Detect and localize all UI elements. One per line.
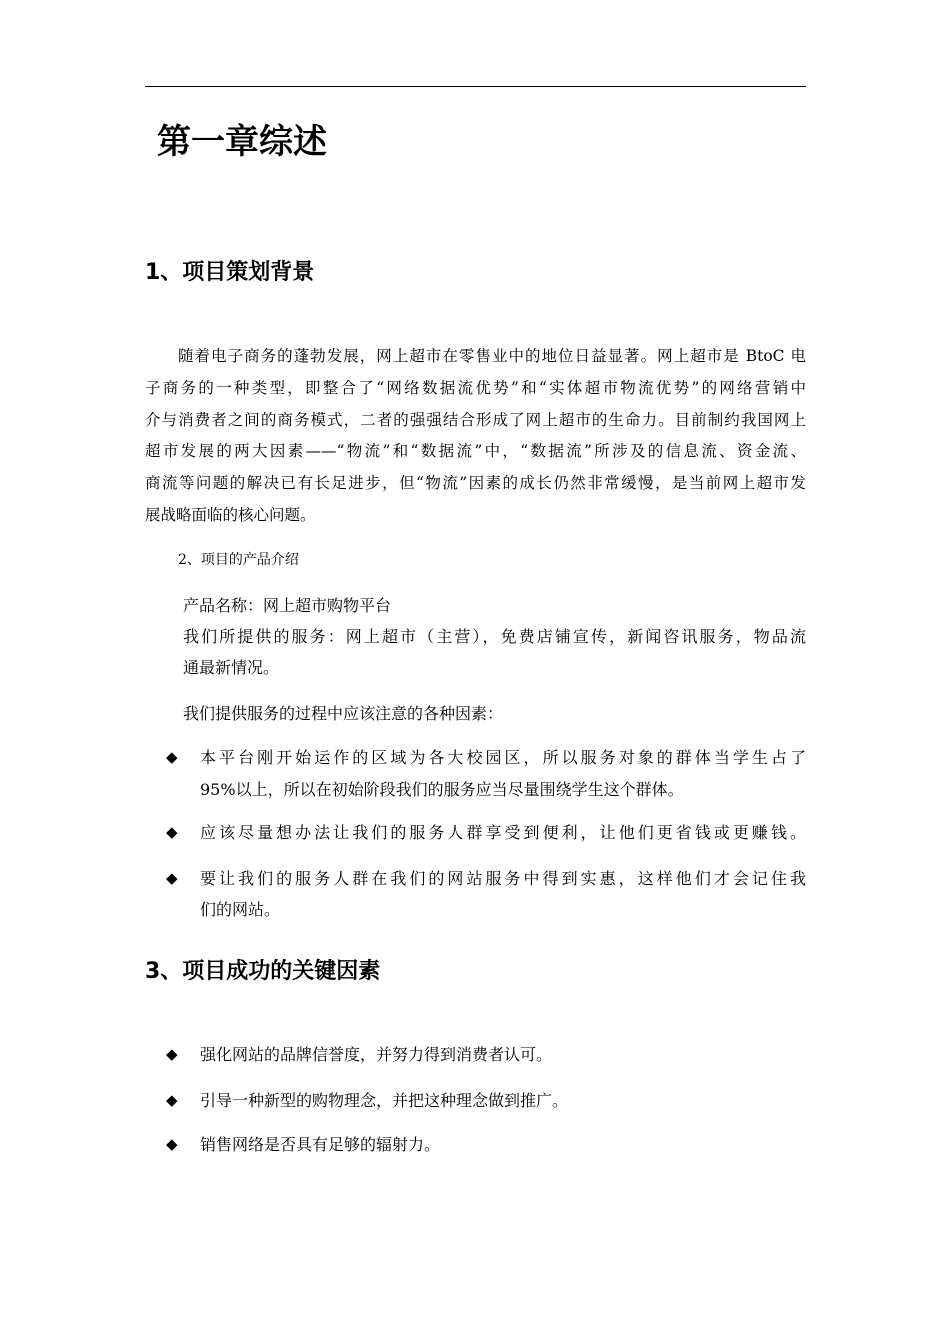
section-heading-product: 2、项目的产品介绍 bbox=[178, 552, 299, 568]
header-rule bbox=[145, 86, 806, 87]
list-item-line: 95%以上，所以在初始阶段我们的服务应当尽量围绕学生这个群体。 bbox=[200, 780, 684, 799]
services-line: 通最新情况。 bbox=[183, 658, 280, 677]
diamond-bullet-icon: ◆ bbox=[166, 869, 178, 887]
section-heading-background: 1、项目策划背景 bbox=[145, 260, 315, 285]
diamond-bullet-icon: ◆ bbox=[166, 748, 178, 766]
list-item-line: 们的网站。 bbox=[200, 900, 281, 919]
paragraph-line: 介与消费者之间的商务模式，二者的强强结合形成了网上超市的生命力。目前制约我国网上 bbox=[145, 411, 806, 429]
product-name: 产品名称：网上超市购物平台 bbox=[183, 596, 392, 615]
list-item: 强化网站的品牌信誉度，并努力得到消费者认可。 bbox=[200, 1045, 553, 1064]
diamond-bullet-icon: ◆ bbox=[166, 1135, 178, 1153]
services-line: 我们所提供的服务：网上超市（主营），免费店铺宣传，新闻咨讯服务，物品流 bbox=[183, 627, 806, 646]
factors-intro: 我们提供服务的过程中应该注意的各种因素： bbox=[183, 704, 504, 723]
paragraph-line: 展战略面临的核心问题。 bbox=[145, 506, 316, 524]
diamond-bullet-icon: ◆ bbox=[166, 1045, 178, 1063]
paragraph-line: 超市发展的两大因素——“物流”和“数据流”中，“数据流”所涉及的信息流、资金流、 bbox=[145, 442, 806, 460]
list-item-line: 要让我们的服务人群在我们的网站服务中得到实惠，这样他们才会记住我 bbox=[200, 869, 806, 888]
list-item-line: 本平台刚开始运作的区域为各大校园区，所以服务对象的群体当学生占了 bbox=[200, 748, 806, 767]
list-item: 引导一种新型的购物理念，并把这种理念做到推广。 bbox=[200, 1091, 569, 1110]
diamond-bullet-icon: ◆ bbox=[166, 1091, 178, 1109]
list-item-line: 应该尽量想办法让我们的服务人群享受到便利，让他们更省钱或更赚钱。 bbox=[200, 823, 806, 842]
section-heading-key-factors: 3、项目成功的关键因素 bbox=[145, 959, 381, 984]
paragraph-line: 随着电子商务的蓬勃发展，网上超市在零售业中的地位日益显著。网上超市是 BtoC 电 bbox=[178, 347, 806, 365]
paragraph-line: 商流等问题的解决已有长足进步，但“物流”因素的成长仍然非常缓慢，是当前网上超市发 bbox=[145, 474, 806, 492]
chapter-title: 第一章综述 bbox=[157, 122, 327, 162]
paragraph-line: 子商务的一种类型，即整合了“网络数据流优势”和“实体超市物流优势”的网络营销中 bbox=[145, 379, 806, 397]
diamond-bullet-icon: ◆ bbox=[166, 823, 178, 841]
list-item: 销售网络是否具有足够的辐射力。 bbox=[200, 1135, 441, 1154]
